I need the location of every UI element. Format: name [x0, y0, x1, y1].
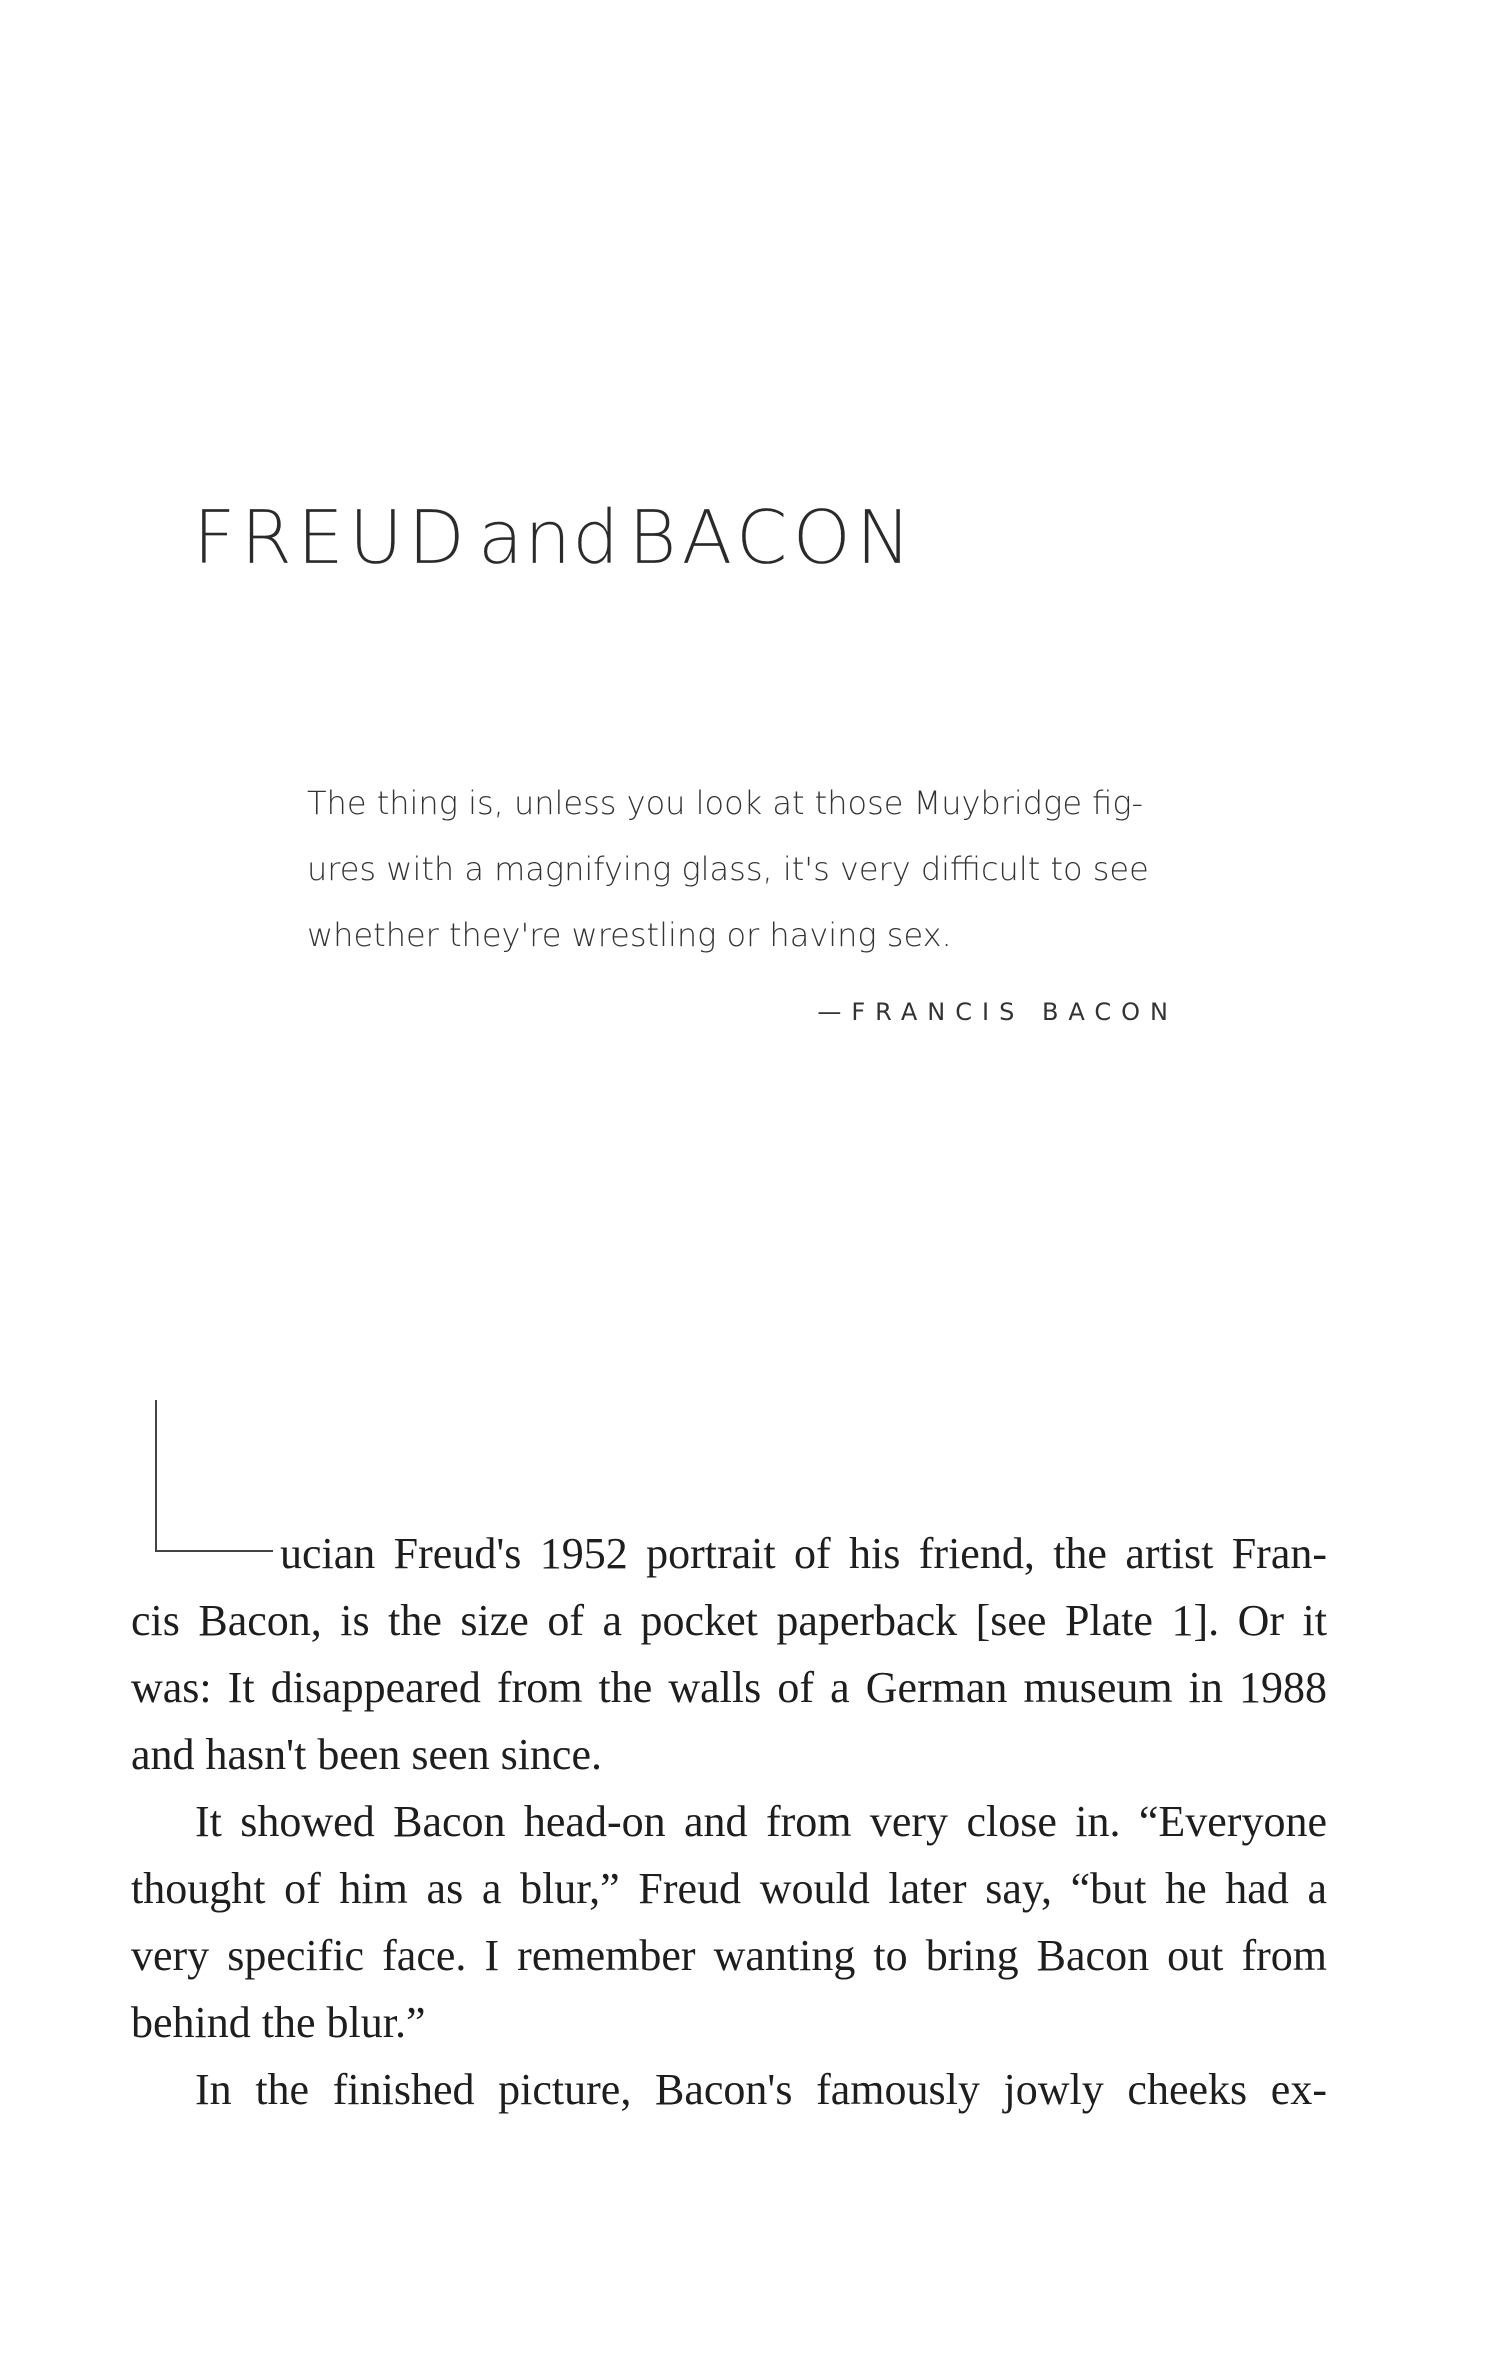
epigraph-attribution: —FRANCIS BACON: [817, 998, 1178, 1026]
paragraph-2: [131, 1788, 1327, 2056]
chapter-title-freud: FREUD: [193, 495, 470, 581]
epigraph-line: whether they're wrestling or having sex.: [307, 916, 952, 954]
chapter-title: [193, 495, 916, 581]
chapter-title-and: and: [477, 495, 621, 581]
chapter-title-bacon: BACON: [628, 495, 917, 581]
body-line: ucian Freud's 1952 portrait of his friend, the artist Fran-: [280, 1529, 1327, 1578]
epigraph-line: ures with a magnifying glass, it's very difficult to see: [307, 850, 1149, 888]
body-line: and hasn't been seen since.: [131, 1730, 602, 1779]
body-line: was: It disappeared from the walls of a German museum in 1988: [131, 1663, 1327, 1712]
paragraph-1: [131, 1520, 1327, 1788]
body-text: [131, 1520, 1327, 2123]
paragraph-3: [131, 2056, 1327, 2123]
epigraph: [307, 770, 1187, 968]
body-line: It showed Bacon head-on and from very close in. “Everyone: [195, 1797, 1327, 1846]
body-line: In the finished picture, Bacon's famously jowly cheeks ex-: [195, 2065, 1327, 2114]
body-line: thought of him as a blur,” Freud would later say, “but he had a: [131, 1864, 1327, 1913]
body-line: cis Bacon, is the size of a pocket paperback [see Plate 1]. Or it: [131, 1596, 1327, 1645]
body-line: behind the blur.”: [131, 1998, 426, 2047]
epigraph-line: The thing is, unless you look at those Muybridge fig-: [307, 784, 1144, 822]
body-line: very specific face. I remember wanting to bring Bacon out from: [131, 1931, 1327, 1980]
